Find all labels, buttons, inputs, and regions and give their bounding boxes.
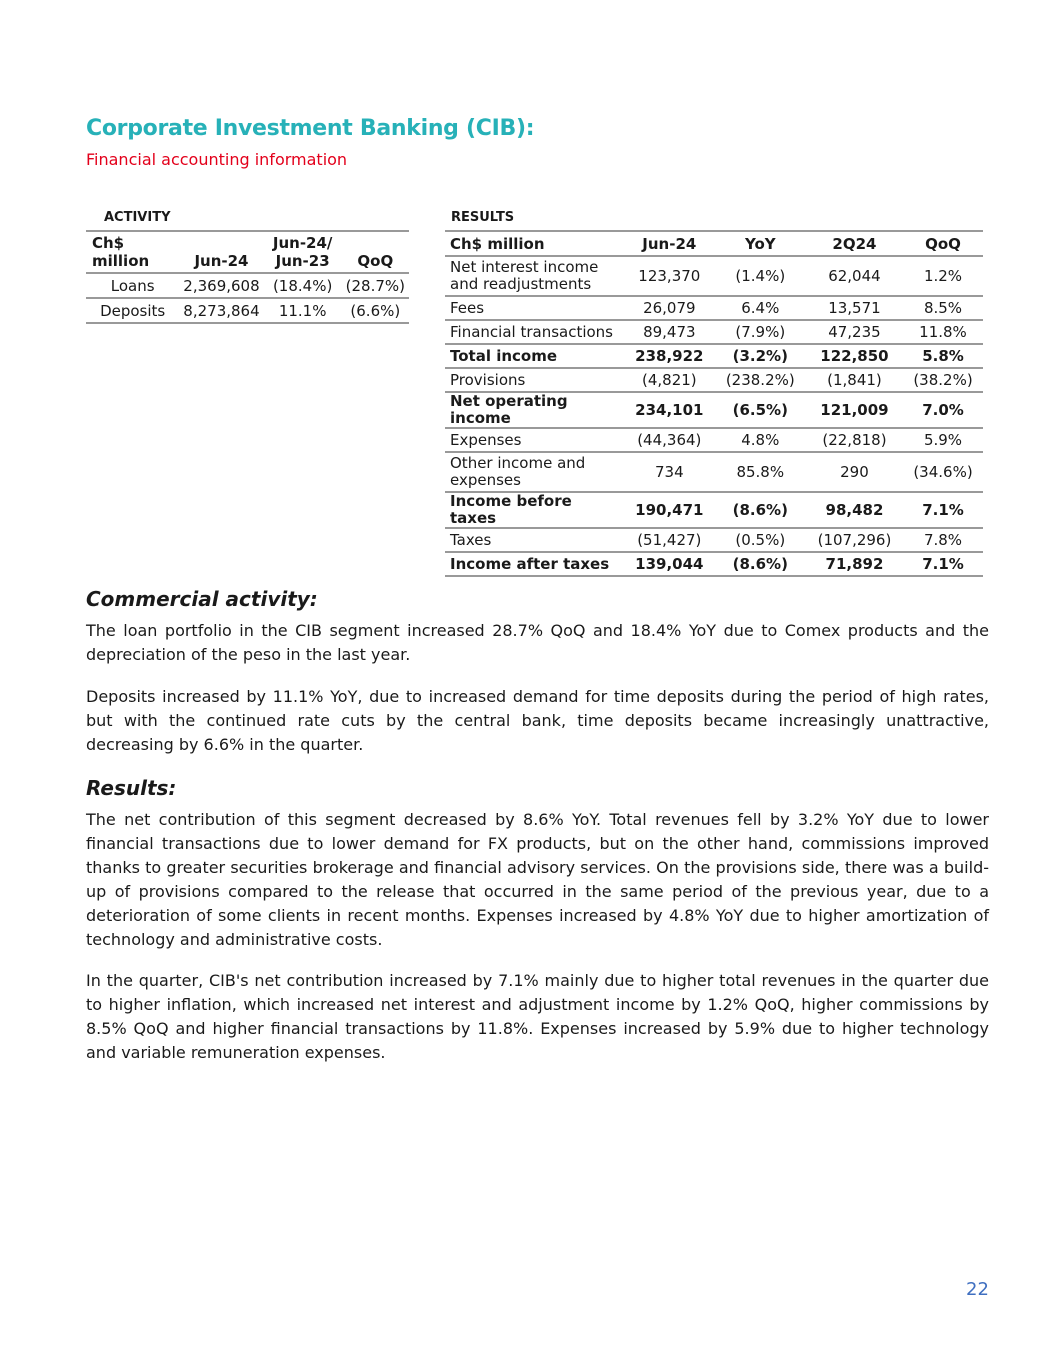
cell-qoq: (38.2%) xyxy=(903,368,983,392)
cell-2q24: 62,044 xyxy=(806,256,903,296)
cell-yoy: (3.2%) xyxy=(715,344,806,368)
table-row-total xyxy=(445,392,983,428)
commercial-paragraph-2: Deposits increased by 11.1% YoY, due to increased demand for time deposits during the period of high rates, but with the continued rate cuts by the central bank, time deposits became increasingly unattractive, decreasing by 6.6% in the quarter. xyxy=(86,687,989,754)
column-header: Jun-24 xyxy=(179,231,263,273)
column-header: QoQ xyxy=(903,231,983,256)
row-label: Expenses xyxy=(445,428,624,452)
table-row xyxy=(445,452,983,492)
cell-2q24: 290 xyxy=(806,452,903,492)
row-label: Loans xyxy=(86,273,179,298)
cell-2q24: (107,296) xyxy=(806,528,903,552)
table-row xyxy=(445,296,983,320)
table-row xyxy=(445,368,983,392)
results-table-label: RESULTS xyxy=(451,210,515,225)
page-title: Corporate Investment Banking (CIB): xyxy=(86,116,535,141)
cell-2q24: 98,482 xyxy=(806,492,903,528)
column-header: QoQ xyxy=(342,231,409,273)
page-subtitle: Financial accounting information xyxy=(86,150,348,169)
table-row-total xyxy=(445,344,983,368)
cell-jun24: (44,364) xyxy=(624,428,715,452)
cell-2q24: 121,009 xyxy=(806,392,903,428)
row-label: Net operating income xyxy=(445,392,624,428)
row-label: Fees xyxy=(445,296,624,320)
cell-2q24: 47,235 xyxy=(806,320,903,344)
table-row-total xyxy=(445,552,983,576)
column-header: Jun-24/ Jun-23 xyxy=(264,231,342,273)
row-label: Net interest income and readjustments xyxy=(445,256,624,296)
results-paragraph-2: In the quarter, CIB's net contribution increased by 7.1% mainly due to higher total revenues in the quarter due to higher inflation, which increased net interest and adjustment income by 1.2% QoQ, higher commissions by 8.5% QoQ and higher financial transactions by 11.8%. Expenses increased by 5.9% due to higher technology and variable remuneration expenses. xyxy=(86,971,989,1062)
row-label: Income before taxes xyxy=(445,492,624,528)
cell-qoq: (28.7%) xyxy=(342,273,409,298)
row-label: Total income xyxy=(445,344,624,368)
cell-jun24: 734 xyxy=(624,452,715,492)
cell-jun24: 2,369,608 xyxy=(179,273,263,298)
table-row xyxy=(86,298,409,323)
cell-yoy: 4.8% xyxy=(715,428,806,452)
cell-jun24: 89,473 xyxy=(624,320,715,344)
cell-jun24: 26,079 xyxy=(624,296,715,320)
cell-yoy: (18.4%) xyxy=(264,273,342,298)
cell-yoy: (7.9%) xyxy=(715,320,806,344)
table-row-total xyxy=(445,492,983,528)
cell-2q24: 71,892 xyxy=(806,552,903,576)
cell-qoq: 7.1% xyxy=(903,552,983,576)
results-paragraph-1: The net contribution of this segment decreased by 8.6% YoY. Total revenues fell by 3.2% YoY due to lower financial transactions due to lower demand for FX products, but on the other hand, commissions improved thanks to greater securities brokerage and financial advisory services. On the provisions side, there was a build-up of provisions compared to the release that occurred in the same period of the previous year, due to a deterioration of some clients in recent months. Expenses increased by 4.8% YoY due to higher amortization of technology and administrative costs. xyxy=(86,810,989,949)
cell-yoy: (8.6%) xyxy=(715,492,806,528)
cell-yoy: 11.1% xyxy=(264,298,342,323)
table-row xyxy=(86,273,409,298)
cell-2q24: (22,818) xyxy=(806,428,903,452)
table-header-row xyxy=(86,231,409,273)
cell-jun24: 8,273,864 xyxy=(179,298,263,323)
cell-yoy: 85.8% xyxy=(715,452,806,492)
cell-qoq: 8.5% xyxy=(903,296,983,320)
column-header: Ch$ million xyxy=(445,231,624,256)
cell-2q24: (1,841) xyxy=(806,368,903,392)
column-header: 2Q24 xyxy=(806,231,903,256)
cell-jun24: 238,922 xyxy=(624,344,715,368)
cell-yoy: 6.4% xyxy=(715,296,806,320)
row-label: Taxes xyxy=(445,528,624,552)
cell-qoq: 7.1% xyxy=(903,492,983,528)
table-row xyxy=(445,320,983,344)
cell-yoy: (0.5%) xyxy=(715,528,806,552)
commercial-activity-heading: Commercial activity: xyxy=(86,587,318,611)
cell-qoq: 7.0% xyxy=(903,392,983,428)
column-header: Ch$ million xyxy=(86,231,179,273)
cell-yoy: (238.2%) xyxy=(715,368,806,392)
cell-yoy: (1.4%) xyxy=(715,256,806,296)
table-row xyxy=(445,528,983,552)
cell-qoq: 5.8% xyxy=(903,344,983,368)
cell-qoq: 11.8% xyxy=(903,320,983,344)
results-table xyxy=(445,230,983,577)
cell-jun24: 139,044 xyxy=(624,552,715,576)
activity-table-label: ACTIVITY xyxy=(104,210,171,225)
cell-jun24: 190,471 xyxy=(624,492,715,528)
cell-jun24: (4,821) xyxy=(624,368,715,392)
table-row xyxy=(445,256,983,296)
cell-2q24: 13,571 xyxy=(806,296,903,320)
row-label: Income after taxes xyxy=(445,552,624,576)
column-header: Jun-24 xyxy=(624,231,715,256)
row-label: Provisions xyxy=(445,368,624,392)
cell-2q24: 122,850 xyxy=(806,344,903,368)
activity-table xyxy=(86,230,409,324)
row-label: Financial transactions xyxy=(445,320,624,344)
column-header: YoY xyxy=(715,231,806,256)
table-header-row xyxy=(445,231,983,256)
row-label: Other income and expenses xyxy=(445,452,624,492)
cell-qoq: 1.2% xyxy=(903,256,983,296)
cell-jun24: 123,370 xyxy=(624,256,715,296)
cell-jun24: (51,427) xyxy=(624,528,715,552)
cell-yoy: (8.6%) xyxy=(715,552,806,576)
cell-qoq: (34.6%) xyxy=(903,452,983,492)
cell-jun24: 234,101 xyxy=(624,392,715,428)
table-row xyxy=(445,428,983,452)
cell-qoq: (6.6%) xyxy=(342,298,409,323)
results-heading: Results: xyxy=(86,776,177,800)
cell-yoy: (6.5%) xyxy=(715,392,806,428)
cell-qoq: 7.8% xyxy=(903,528,983,552)
commercial-paragraph-1: The loan portfolio in the CIB segment increased 28.7% QoQ and 18.4% YoY due to Comex products and the depreciation of the peso in the last year. xyxy=(86,621,989,664)
cell-qoq: 5.9% xyxy=(903,428,983,452)
row-label: Deposits xyxy=(86,298,179,323)
page-number: 22 xyxy=(966,1279,989,1300)
